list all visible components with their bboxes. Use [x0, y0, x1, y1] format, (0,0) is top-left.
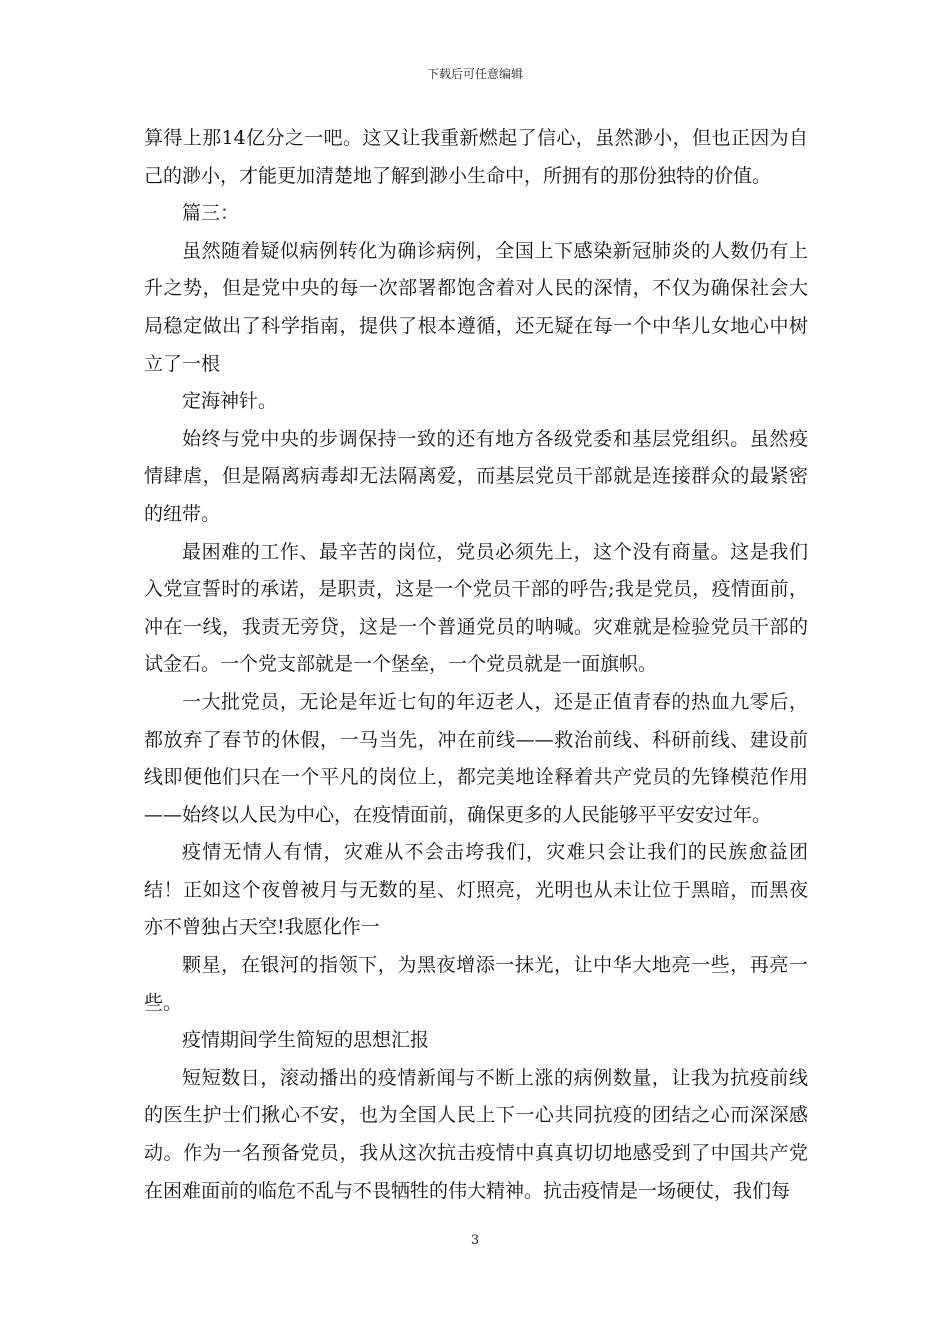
page-header: 下载后可任意编辑	[426, 67, 523, 81]
paragraph: 虽然随着疑似病例转化为确诊病例，全国上下感染新冠肺炎的人数仍有上升之势，但是党中央的每一次部署都饱含着对人民的深情，不仅为确保社会大局稳定做出了科学指南，提供了根本遵循，还无疑在每一个中华儿女地心中树立了一根	[144, 239, 808, 375]
paragraph: 始终与党中央的步调保持一致的还有地方各级党委和基层党组织。虽然疫情肆虐，但是隔离病毒却无法隔离爱，而基层党员干部就是连接群众的最紧密的纽带。	[144, 427, 808, 525]
paragraph: 颗星，在银河的指领下，为黑夜增添一抹光，让中华大地亮一些，再亮一些。	[144, 954, 808, 1014]
paragraph: 最困难的工作、最辛苦的岗位，党员必须先上，这个没有商量。这是我们入党宣誓时的承诺，是职责，这是一个党员干部的呼告;我是党员，疫情面前，冲在一线，我责无旁贷，这是一个普通党员的呐喊。灾难就是检验党员干部的试金石。一个党支部就是一个堡垒，一个党员就是一面旗帜。	[144, 540, 808, 676]
page-number: 3	[470, 1233, 480, 1248]
section-heading: 疫情期间学生简短的思想汇报	[182, 1029, 430, 1052]
paragraph: 疫情无情人有情，灾难从不会击垮我们，灾难只会让我们的民族愈益团结！正如这个夜曾被月与无数的星、灯照亮，光明也从未让位于黑暗，而黑夜亦不曾独占天空!我愿化作一	[144, 841, 808, 939]
paragraph: 一大批党员，无论是年近七旬的年迈老人，还是正值青春的热血九零后，都放弃了春节的休假，一马当先，冲在前线——救治前线、科研前线、建设前线即便他们只在一个平凡的岗位上，都完美地诠释着共产党员的先锋模范作用——始终以人民为中心，在疫情面前，确保更多的人民能够平平安安过年。	[144, 690, 808, 826]
paragraph: 短短数日，滚动播出的疫情新闻与不断上涨的病例数量，让我为抗疫前线的医生护士们揪心不安，也为全国人民上下一心共同抗疫的团结之心而深深感动。作为一名预备党员，我从这次抗击疫情中真真切切地感受到了中国共产党在困难面前的临危不乱与不畏牺牲的伟大精神。抗击疫情是一场硬仗，我们每	[144, 1066, 808, 1202]
paragraph: 定海神针。	[182, 390, 278, 413]
paragraph: 算得上那14亿分之一吧。这又让我重新燃起了信心，虽然渺小，但也正因为自己的渺小，才能更加清楚地了解到渺小生命中，所拥有的那份独特的价值。	[144, 127, 808, 187]
document-body	[144, 120, 808, 1210]
section-heading: 篇三：	[182, 202, 240, 225]
